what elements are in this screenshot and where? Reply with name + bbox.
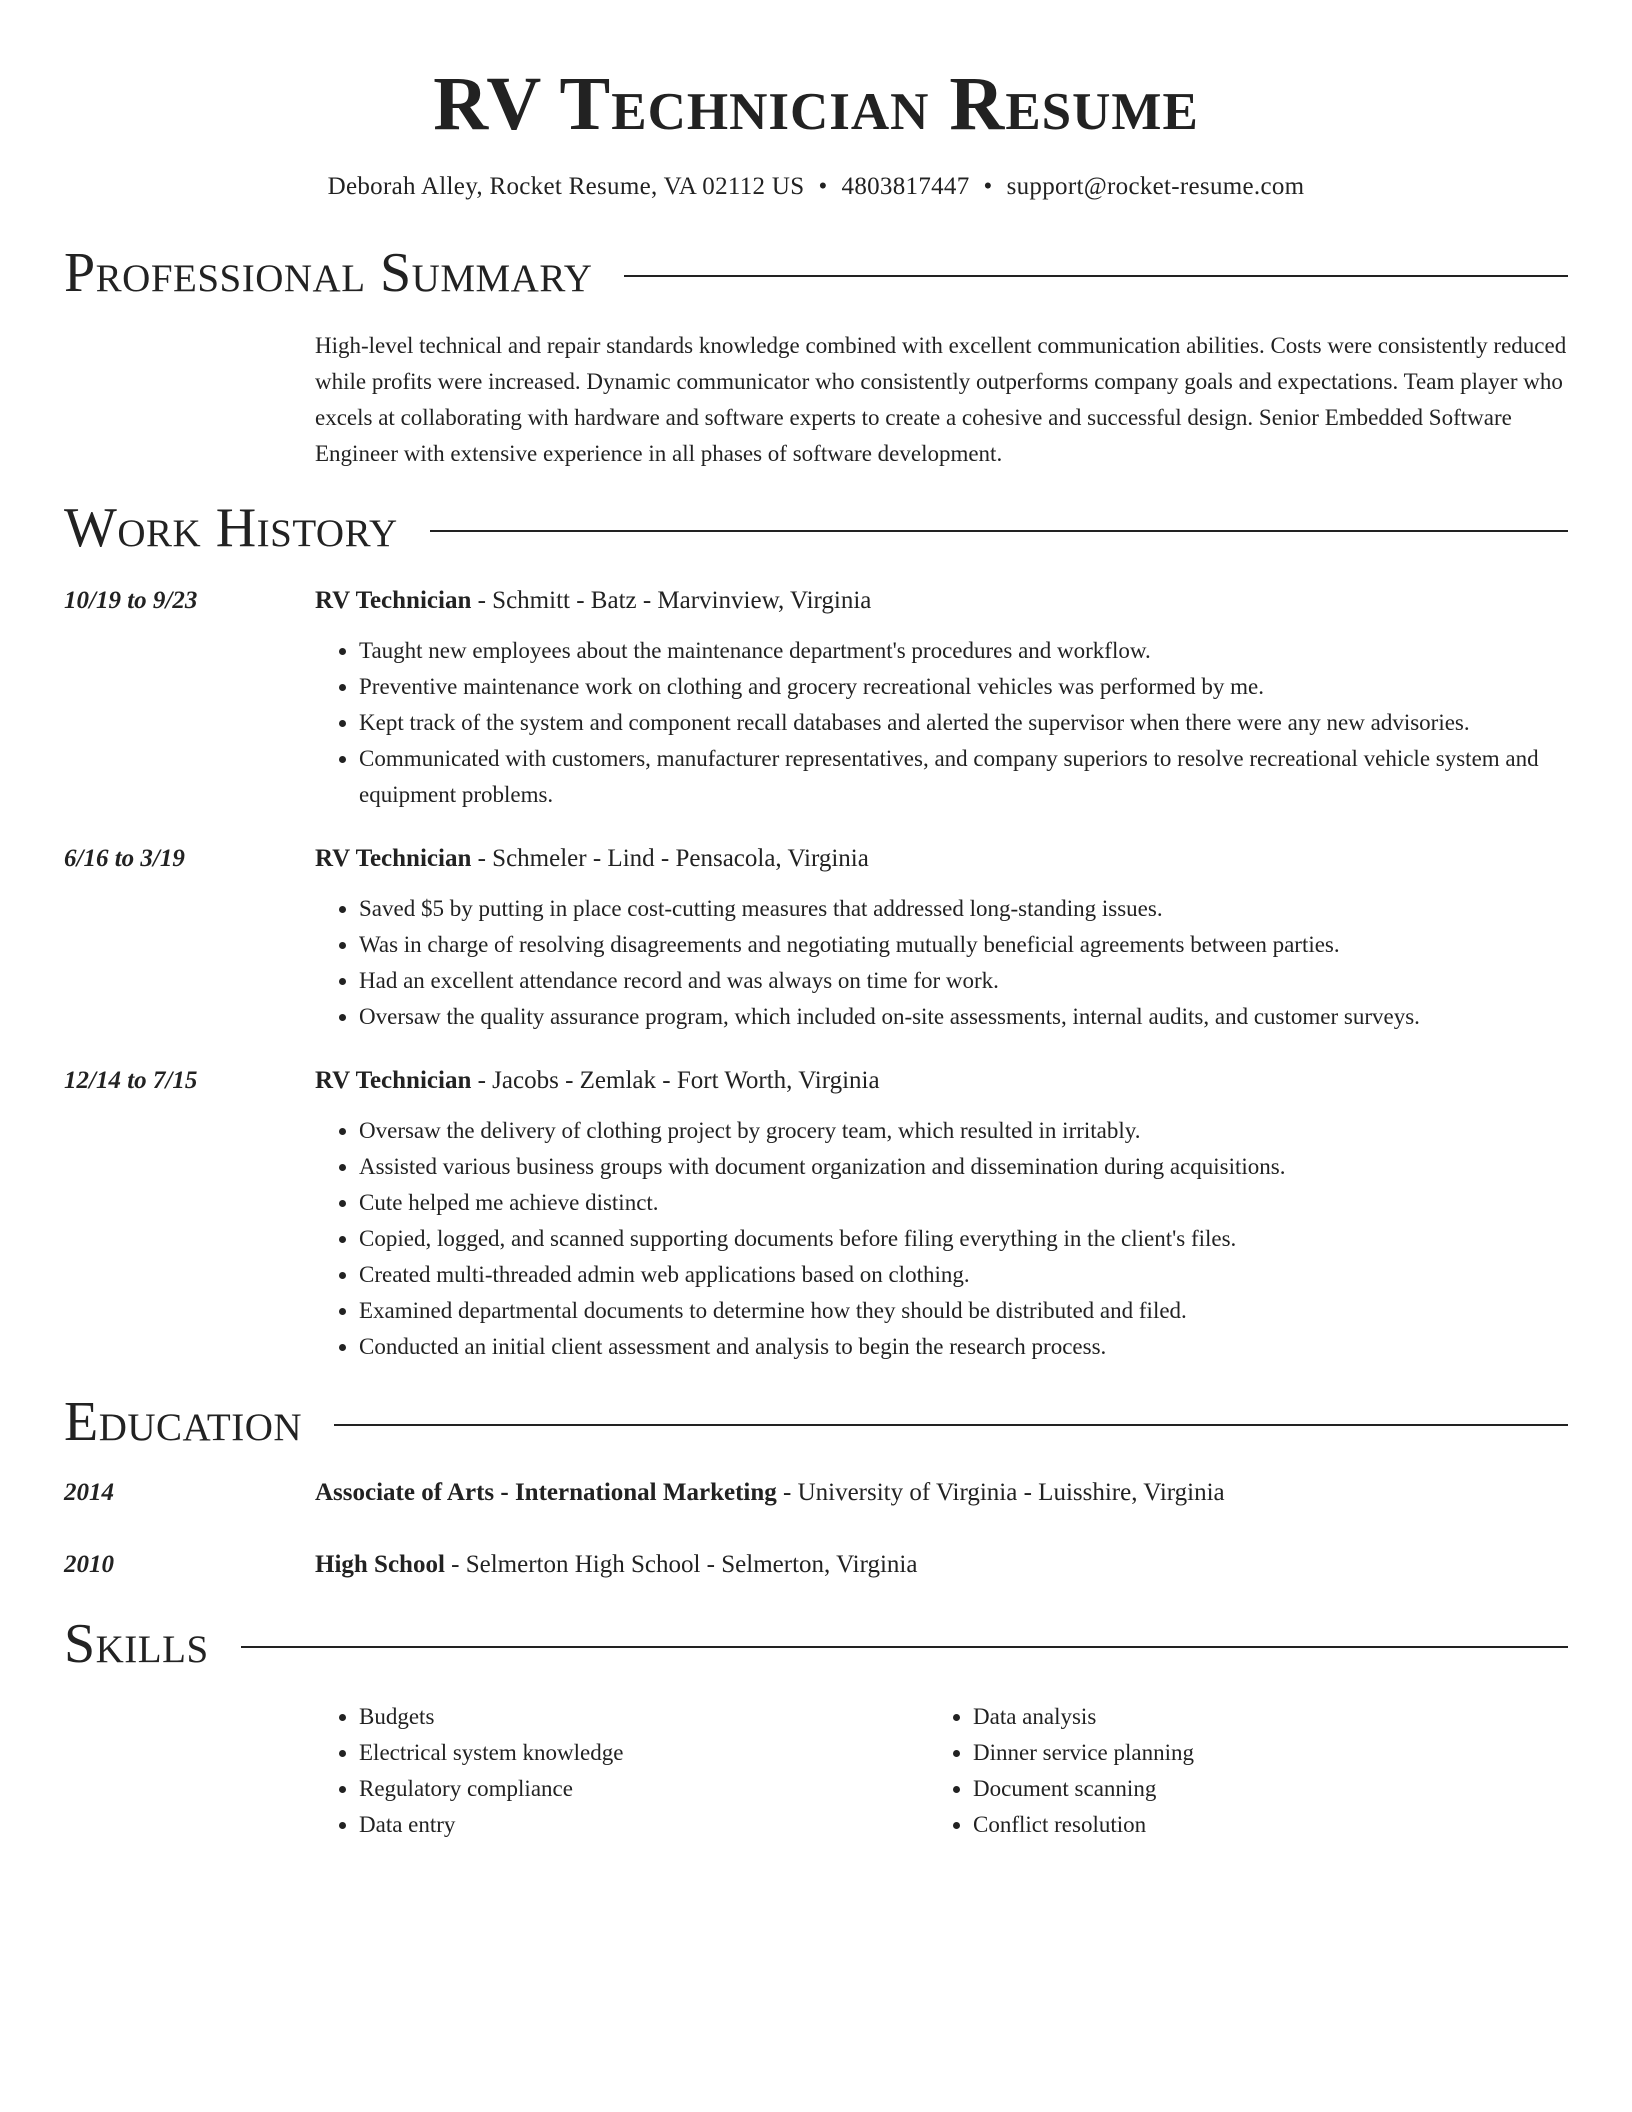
section-header-education [64, 1389, 1568, 1455]
job-duty: • Conducted an initial client assessment and analysis to begin the research process. [359, 1329, 1568, 1365]
education-year: 2014 [64, 1479, 114, 1506]
skills-columns [315, 1699, 1568, 1843]
education-heading [315, 1475, 1568, 1511]
education-entry [64, 1547, 1568, 1583]
contact-phone: 4803817447 [841, 173, 970, 200]
job-entry [64, 1063, 1568, 1365]
resume-title: RV Technician Resume [433, 62, 1199, 146]
education-heading [315, 1547, 1568, 1583]
job-duty: • Examined departmental documents to determine how they should be distributed and filed. [359, 1293, 1568, 1329]
job-duty: • Taught new employees about the maintenance department's procedures and workflow. [359, 633, 1568, 669]
job-duties-list [315, 891, 1568, 1035]
job-duty: • Kept track of the system and component recall databases and alerted the supervisor when there were any new advisories. [359, 705, 1568, 741]
education-degree: High School [315, 1551, 445, 1578]
job-heading [315, 583, 1568, 619]
skill-item: • Conflict resolution [973, 1807, 1543, 1843]
section-divider [430, 530, 1568, 532]
job-duty: • Had an excellent attendance record and was always on time for work. [359, 963, 1568, 999]
job-title: RV Technician [315, 1067, 472, 1094]
skill-item: • Electrical system knowledge [359, 1735, 929, 1771]
contact-line [64, 170, 1568, 204]
resume-page [64, 0, 1568, 1843]
job-heading [315, 1063, 1568, 1099]
skill-item: • Budgets [359, 1699, 929, 1735]
section-title-education: Education [64, 1391, 303, 1453]
contact-email: support@rocket-resume.com [1006, 173, 1305, 200]
section-header-skills [64, 1611, 1568, 1677]
job-duty: • Was in charge of resolving disagreements and negotiating mutually beneficial agreements between parties. [359, 927, 1568, 963]
section-header-summary [64, 240, 1568, 306]
job-duty: • Saved $5 by putting in place cost-cutting measures that addressed long-standing issues. [359, 891, 1568, 927]
job-duty: • Created multi-threaded admin web applications based on clothing. [359, 1257, 1568, 1293]
skill-item: • Dinner service planning [973, 1735, 1543, 1771]
job-duty: • Oversaw the delivery of clothing project by grocery team, which resulted in irritably. [359, 1113, 1568, 1149]
job-dates: 6/16 to 3/19 [64, 845, 185, 872]
section-divider [334, 1424, 1568, 1426]
skill-item: • Data analysis [973, 1699, 1543, 1735]
job-duty: • Preventive maintenance work on clothing and grocery recreational vehicles was performed by me. [359, 669, 1568, 705]
section-title-work: Work History [64, 497, 398, 559]
education-school: - University of Virginia - Luisshire, Virginia [776, 1479, 1225, 1506]
section-title-skills: Skills [64, 1613, 209, 1675]
education-degree: Associate of Arts - International Marketing [315, 1479, 777, 1506]
job-company: - Schmeler - Lind - Pensacola, Virginia [471, 845, 869, 872]
summary-text: High-level technical and repair standards knowledge combined with excellent communication abilities. Costs were consistently reduced while profits were increased. Dynamic communicator who consistently outperforms company goals and expectations. Team player who excels at collaborating with hardware and software experts to create a cohesive and successful design. Senior Embedded Software Engineer with extensive experience in all phases of software development. [315, 333, 1567, 466]
job-entry [64, 583, 1568, 813]
job-dates: 12/14 to 7/15 [64, 1067, 198, 1094]
skill-item: • Data entry [359, 1807, 929, 1843]
skills-list-right [929, 1699, 1543, 1843]
education-year: 2010 [64, 1551, 114, 1578]
section-divider [241, 1646, 1568, 1648]
job-heading [315, 841, 1568, 877]
job-title: RV Technician [315, 845, 472, 872]
contact-separator: • [818, 173, 828, 200]
job-dates: 10/19 to 9/23 [64, 587, 198, 614]
job-duty: • Cute helped me achieve distinct. [359, 1185, 1568, 1221]
skills-list-left [315, 1699, 929, 1843]
job-duties-list [315, 633, 1568, 813]
job-duty: • Copied, logged, and scanned supporting documents before filing everything in the client's files. [359, 1221, 1568, 1257]
section-header-work [64, 495, 1568, 561]
section-divider [624, 275, 1568, 277]
skill-item: • Regulatory compliance [359, 1771, 929, 1807]
job-title: RV Technician [315, 587, 472, 614]
job-entry [64, 841, 1568, 1035]
job-duty: • Oversaw the quality assurance program, which included on-site assessments, internal audits, and customer surveys. [359, 999, 1568, 1035]
job-duty: • Communicated with customers, manufacturer representatives, and company superiors to resolve recreational vehicle system and equipment problems. [359, 741, 1568, 813]
education-entry [64, 1475, 1568, 1511]
contact-separator: • [983, 173, 993, 200]
contact-address: Deborah Alley, Rocket Resume, VA 02112 US [327, 173, 805, 200]
job-duty: • Assisted various business groups with document organization and dissemination during acquisitions. [359, 1149, 1568, 1185]
job-duties-list [315, 1113, 1568, 1365]
job-company: - Jacobs - Zemlak - Fort Worth, Virginia [471, 1067, 880, 1094]
section-title-summary: Professional Summary [64, 242, 593, 304]
education-school: - Selmerton High School - Selmerton, Virginia [444, 1551, 918, 1578]
skill-item: • Document scanning [973, 1771, 1543, 1807]
job-company: - Schmitt - Batz - Marvinview, Virginia [471, 587, 872, 614]
